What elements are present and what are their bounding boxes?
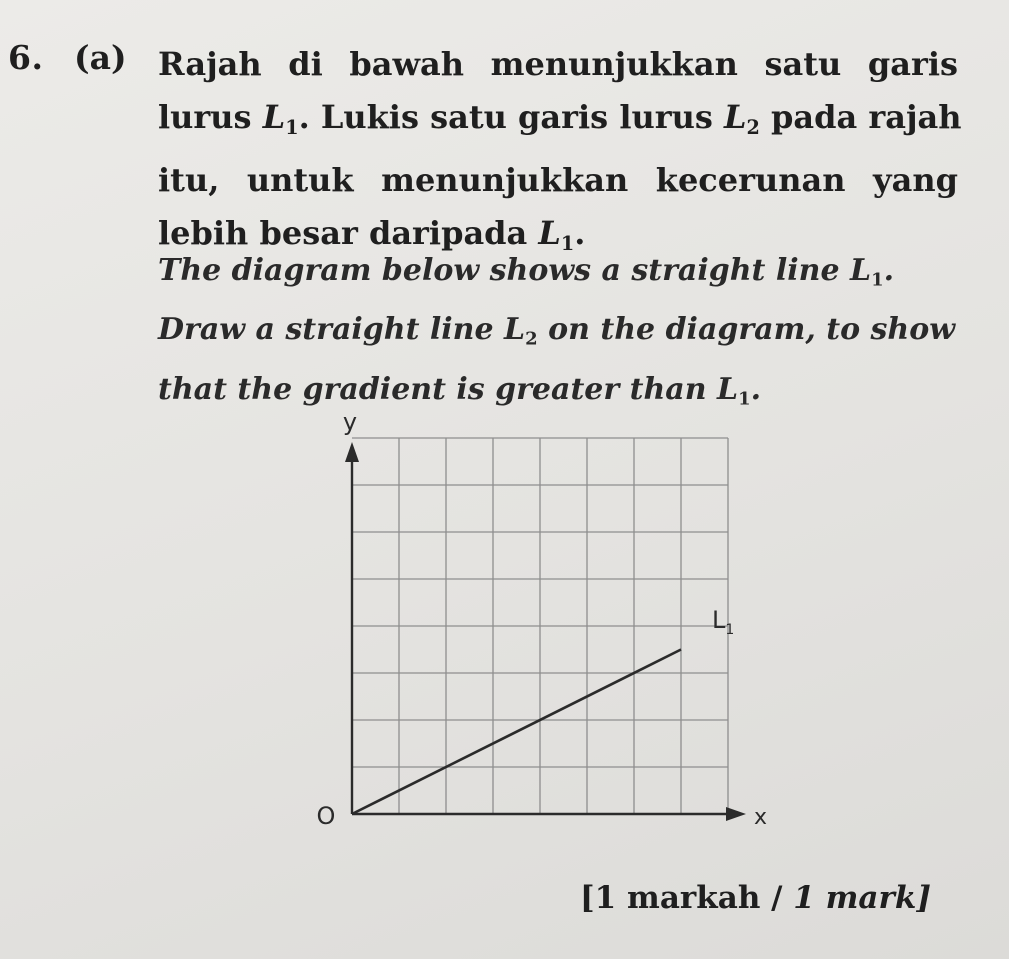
question-number: 6. [8,38,44,77]
x-axis-arrow-icon [726,807,746,821]
subscript: 1 [285,115,299,139]
coordinate-grid-diagram [290,400,780,850]
text-segment: on the diagram, to show [537,312,956,348]
subscript: 1 [738,388,751,410]
question-part: (a) [74,38,127,77]
question-text-english [158,246,956,424]
y-axis-label: y [342,408,358,436]
line-label-letter: L [712,606,726,634]
question-text-malay [158,38,962,270]
line-label-subscript: 1 [725,622,735,638]
english-line-1 [158,246,948,305]
text-segment: The diagram below shows a straight line [158,253,850,288]
symbol-L: L [850,253,872,288]
symbol-L: L [262,98,286,136]
text-segment: . Lukis satu garis lurus [298,98,725,136]
malay-line-1: Rajah di bawah menunjukkan satu garis [158,45,958,83]
subscript: 2 [525,328,538,350]
subscript: 1 [560,231,575,255]
text-segment: . [883,253,895,288]
text-segment: Draw a straight line [158,312,505,348]
line-l1-label [712,606,734,638]
symbol-L: L [504,312,526,348]
y-axis-arrow-icon [345,442,359,462]
text-segment: that the gradient is greater than [158,371,717,407]
mark-allocation [580,880,931,916]
text-segment: . [574,213,586,252]
text-segment: lurus [158,98,263,136]
symbol-L: L [538,213,561,252]
subscript: 1 [871,269,884,291]
text-segment: lebih besar daripada [158,213,539,252]
text-segment: pada rajah [759,98,962,136]
text-segment: . [750,371,762,407]
symbol-L: L [724,98,747,136]
line-l1 [352,650,681,815]
symbol-L: L [717,371,739,407]
malay-line-3: itu, untuk menunjukkan kecerunan yang [158,160,958,199]
subscript: 2 [746,115,760,139]
english-line-2 [158,305,956,364]
mark-english: 1 mark] [793,880,931,916]
origin-label: O [316,802,336,830]
mark-malay: [1 markah / [580,880,794,916]
grid-lines [352,438,728,814]
x-axis-label: x [754,805,768,830]
malay-line-2 [158,91,962,154]
